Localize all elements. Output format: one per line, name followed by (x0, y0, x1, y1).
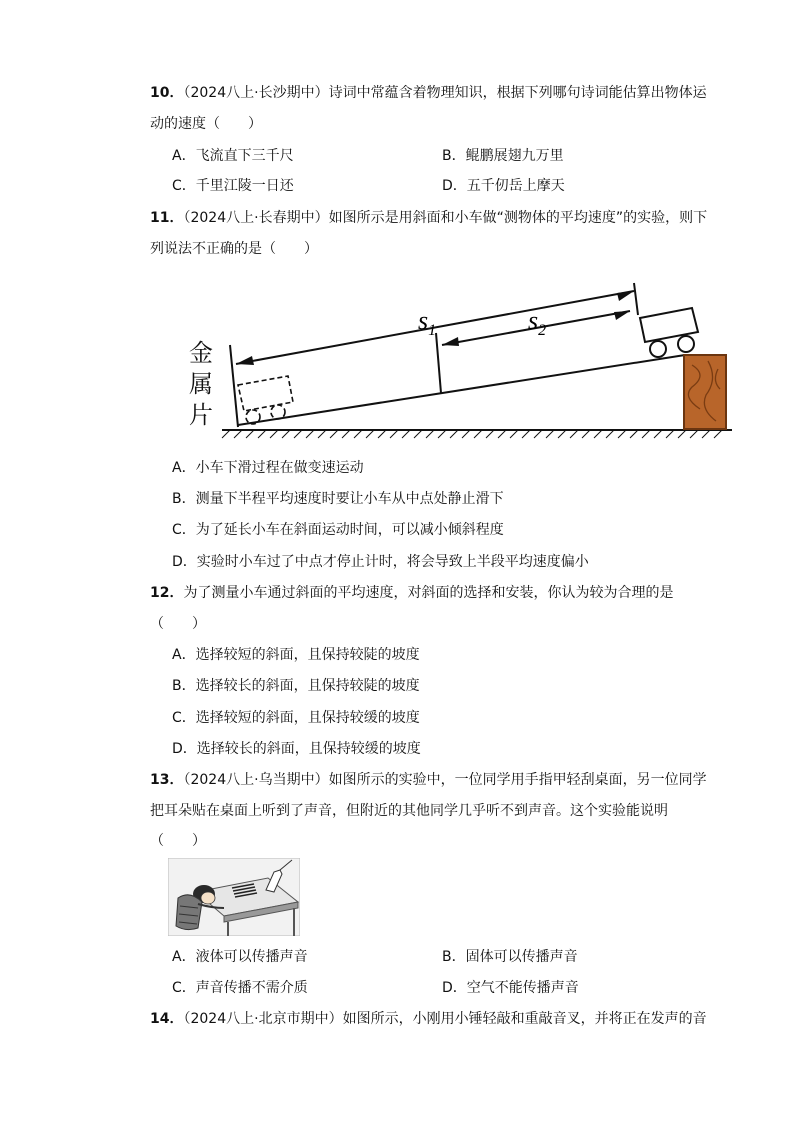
q14-number: 14． (150, 1011, 184, 1027)
q10-option-a[interactable]: A．飞流直下三千尺 (172, 148, 294, 164)
q13-option-b[interactable]: B．固体可以传播声音 (442, 949, 578, 965)
ground-hatch (222, 430, 722, 438)
q12-line2: （ ） (150, 616, 206, 632)
incline-figure (180, 265, 740, 445)
q12-option-c[interactable]: C．选择较短的斜面，且保持较缓的坡度 (172, 710, 420, 726)
midpoint-line (436, 333, 441, 393)
q13-option-d[interactable]: D．空气不能传播声音 (442, 980, 579, 996)
q13-source: （2024八上·乌当期中） (183, 772, 329, 788)
q13-option-a[interactable]: A．液体可以传播声音 (172, 949, 308, 965)
q10-text: 诗词中常蕴含着物理知识，根据下列哪句诗词能估算出物体运 (328, 85, 707, 101)
q10-option-d[interactable]: D．五千仞岳上摩天 (442, 178, 565, 194)
q11-option-c[interactable]: C．为了延长小车在斜面运动时间，可以减小倾斜程度 (172, 522, 504, 538)
q12-line1 (150, 582, 673, 602)
q10-line1 (150, 82, 707, 102)
q12-option-d[interactable]: D．选择较长的斜面，且保持较缓的坡度 (172, 741, 421, 757)
q10-number: 10． (150, 85, 184, 101)
q14-line1 (150, 1008, 707, 1028)
q10-line2: 动的速度（ ） (150, 116, 262, 132)
desk-figure (168, 858, 300, 936)
s1-label: $s_1$ (418, 306, 437, 339)
wood-block (684, 355, 726, 429)
q12-text: 为了测量小车通过斜面的平均速度，对斜面的选择和安装，你认为较为合理的是 (183, 585, 674, 601)
q11-line2: 列说法不正确的是（ ） (150, 241, 318, 257)
q10-source: （2024八上·长沙期中） (183, 85, 329, 101)
q10-option-b[interactable]: B．鲲鹏展翅九万里 (442, 148, 564, 164)
q14-source: （2024八上·北京市期中） (183, 1011, 343, 1027)
q12-number: 12． (150, 585, 184, 601)
q11-option-a[interactable]: A．小车下滑过程在做变速运动 (172, 460, 364, 476)
q12-option-b[interactable]: B．选择较长的斜面，且保持较陡的坡度 (172, 678, 420, 694)
metal-plate (230, 345, 238, 427)
q13-text: 如图所示的实验中，一位同学用手指甲轻刮桌面，另一位同学 (328, 772, 707, 788)
q11-line1 (150, 207, 707, 227)
incline-surface (238, 355, 685, 425)
q13-option-c[interactable]: C．声音传播不需介质 (172, 980, 308, 996)
q11-number: 11． (150, 210, 184, 226)
metal-plate-label: 金 属 片 (189, 339, 213, 429)
s2-label: $s_2$ (528, 306, 547, 339)
q11-source: （2024八上·长春期中） (183, 210, 329, 226)
q11-text: 如图所示是用斜面和小车做“测物体的平均速度”的实验，则下 (328, 210, 708, 226)
q10-option-c[interactable]: C．千里江陵一日还 (172, 178, 294, 194)
q13-line1 (150, 769, 707, 789)
car-top (640, 308, 698, 357)
q12-option-a[interactable]: A．选择较短的斜面，且保持较陡的坡度 (172, 647, 420, 663)
q13-number: 13． (150, 772, 184, 788)
q14-text: 如图所示，小刚用小锤轻敲和重敲音叉，并将正在发声的音 (342, 1011, 707, 1027)
q13-line3: （ ） (150, 833, 206, 849)
q13-line2: 把耳朵贴在桌面上听到了声音，但附近的其他同学几乎听不到声音。这个实验能说明 (150, 803, 668, 819)
q11-option-b[interactable]: B．测量下半程平均速度时要让小车从中点处静止滑下 (172, 491, 504, 507)
q11-option-d[interactable]: D．实验时小车过了中点才停止计时，将会导致上半段平均速度偏小 (172, 554, 589, 570)
